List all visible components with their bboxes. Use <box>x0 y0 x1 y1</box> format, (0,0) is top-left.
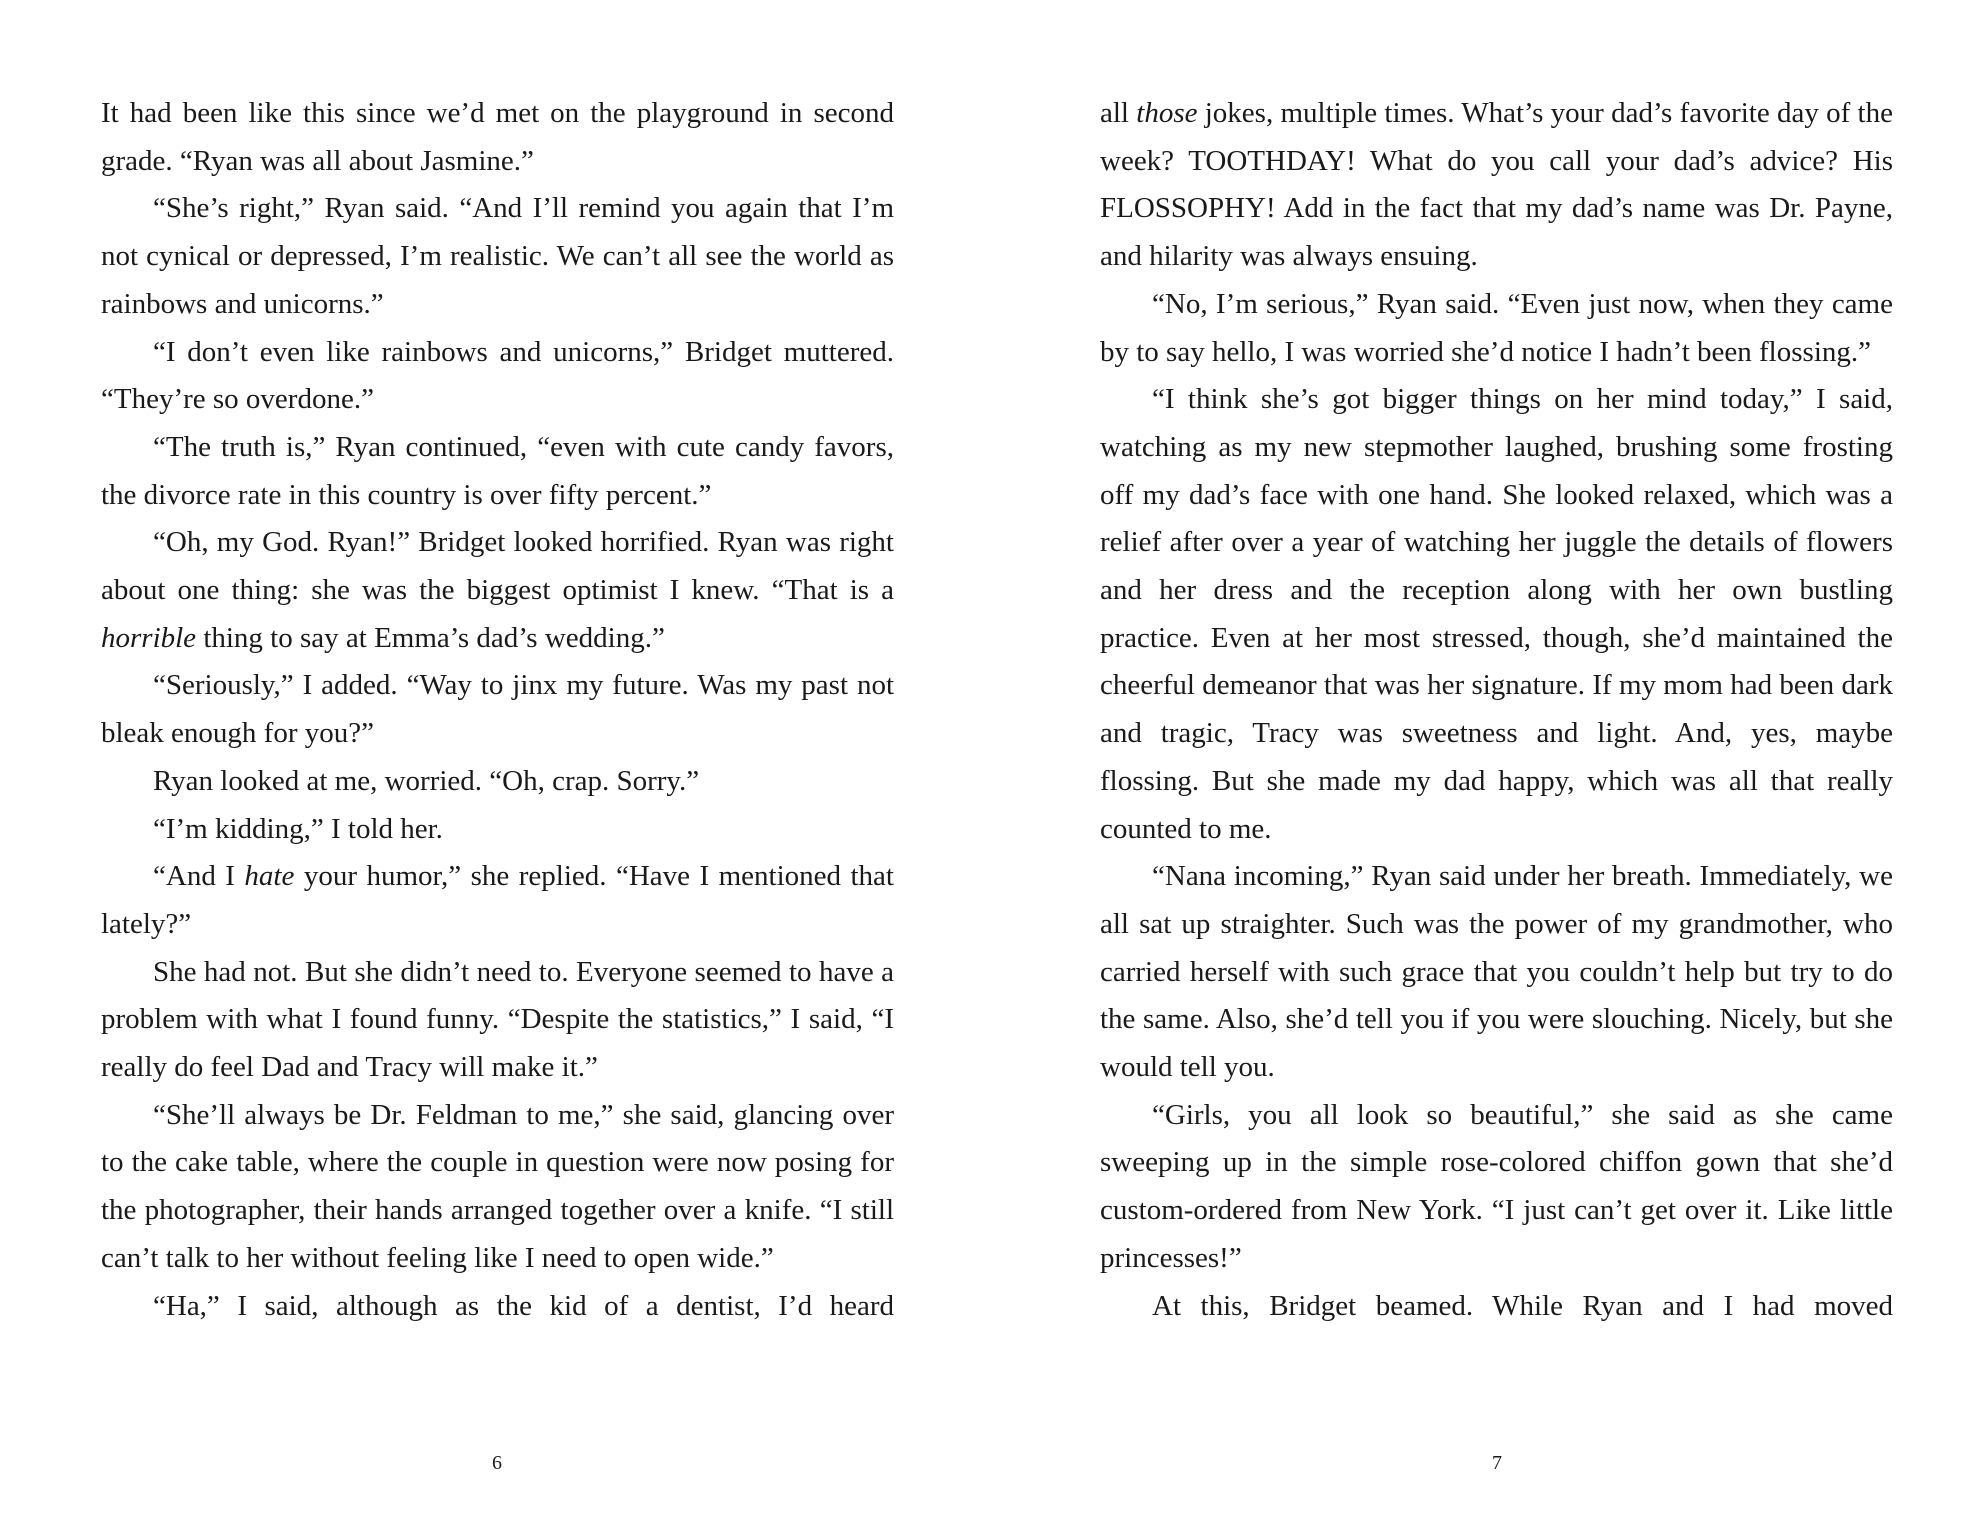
paragraph: “Seriously,” I added. “Way to jinx my future. Was my past not bleak enough for you?” <box>101 669 894 750</box>
paragraph <box>101 519 894 662</box>
paragraph-text: “Oh, my God. Ryan!” Bridget looked horrified. Ryan was right about one thing: she was the biggest optimist I knew. “That is a <box>101 526 894 607</box>
paragraph: It had been like this since we’d met on the playground in second grade. “Ryan was all about Jasmine.” <box>101 97 894 177</box>
paragraph: Ryan looked at me, worried. “Oh, crap. Sorry.” <box>153 764 700 797</box>
emphasis-text: those <box>1136 97 1198 129</box>
paragraph: “I think she’s got bigger things on her mind today,” I said, watching as my new stepmother laughed, brushing some frosting off my dad’s face with one hand. She looked relaxed, which was a relief after over a year of watching her juggle the details of flowers and her dress and the reception along with her own bustling practice. Even at her most stressed, though, she’d maintained the cheerful demeanor that was her signature. If my mom had been dark and tragic, Tracy was sweetness and light. And, yes, maybe flossing. But she made my dad happy, which was all that really counted to me. <box>1100 383 1893 845</box>
paragraph <box>1100 90 1893 281</box>
paragraph-text: all <box>1100 97 1137 129</box>
paragraph-text: “And I <box>153 860 245 893</box>
page-number: 7 <box>1492 1452 1502 1474</box>
paragraph: “I’m kidding,” I told her. <box>153 812 443 845</box>
paragraph: “She’ll always be Dr. Feldman to me,” she said, glancing over to the cake table, where the couple in question were now posing for the photographer, their hands arranged together over a knife. “I still can’t talk to her without feeling like I need to open wide.” <box>101 1098 894 1274</box>
paragraph-text: your humor,” she replied. “Have I mentioned that lately?” <box>101 860 894 940</box>
paragraph: “I don’t even like rainbows and unicorns,” Bridget muttered. “They’re so overdone.” <box>101 335 894 416</box>
left-page <box>101 90 894 1330</box>
paragraph: “Nana incoming,” Ryan said under her breath. Immediately, we all sat up straighter. Such was the power of my grandmother, who carried herself with such grace that you couldn’t help but try to do the same. Also, she’d tell you if you were slouching. Nicely, but she would tell you. <box>1100 860 1893 1084</box>
paragraph: “Girls, you all look so beautiful,” she said as she came sweeping up in the simple rose-colored chiffon gown that she’d custom-ordered from New York. “I just can’t get over it. Like little princesses!” <box>1100 1098 1893 1274</box>
paragraph: “No, I’m serious,” Ryan said. “Even just now, when they came by to say hello, I was worried she’d notice I hadn’t been flossing.” <box>1100 287 1893 368</box>
paragraph <box>101 853 894 948</box>
paragraph: “Ha,” I said, although as the kid of a dentist, I’d heard <box>153 1289 894 1322</box>
paragraph: “She’s right,” Ryan said. “And I’ll remind you again that I’m not cynical or depressed, I’m realistic. We can’t all see the world as rainbows and unicorns.” <box>101 192 894 320</box>
paragraph-text: thing to say at Emma’s dad’s wedding.” <box>196 621 665 654</box>
page-number: 6 <box>492 1452 502 1474</box>
emphasis-text: hate <box>244 860 295 893</box>
paragraph: She had not. But she didn’t need to. Everyone seemed to have a problem with what I found funny. “Despite the statistics,” I said, “I really do feel Dad and Tracy will make it.” <box>101 955 894 1084</box>
paragraph-text: jokes, multiple times. What’s your dad’s favorite day of the week? TOOTHDAY! What do you call your dad’s advice? His FLOSSOPHY! Add in the fact that my dad’s name was Dr. Payne, and hilarity was always ensuing. <box>1100 97 1893 273</box>
emphasis-text: horrible <box>101 621 197 654</box>
paragraph: “The truth is,” Ryan continued, “even with cute candy favors, the divorce rate in this country is over fifty percent.” <box>101 430 894 511</box>
right-page <box>1100 90 1893 1330</box>
paragraph: At this, Bridget beamed. While Ryan and I had moved <box>1152 1289 1893 1322</box>
